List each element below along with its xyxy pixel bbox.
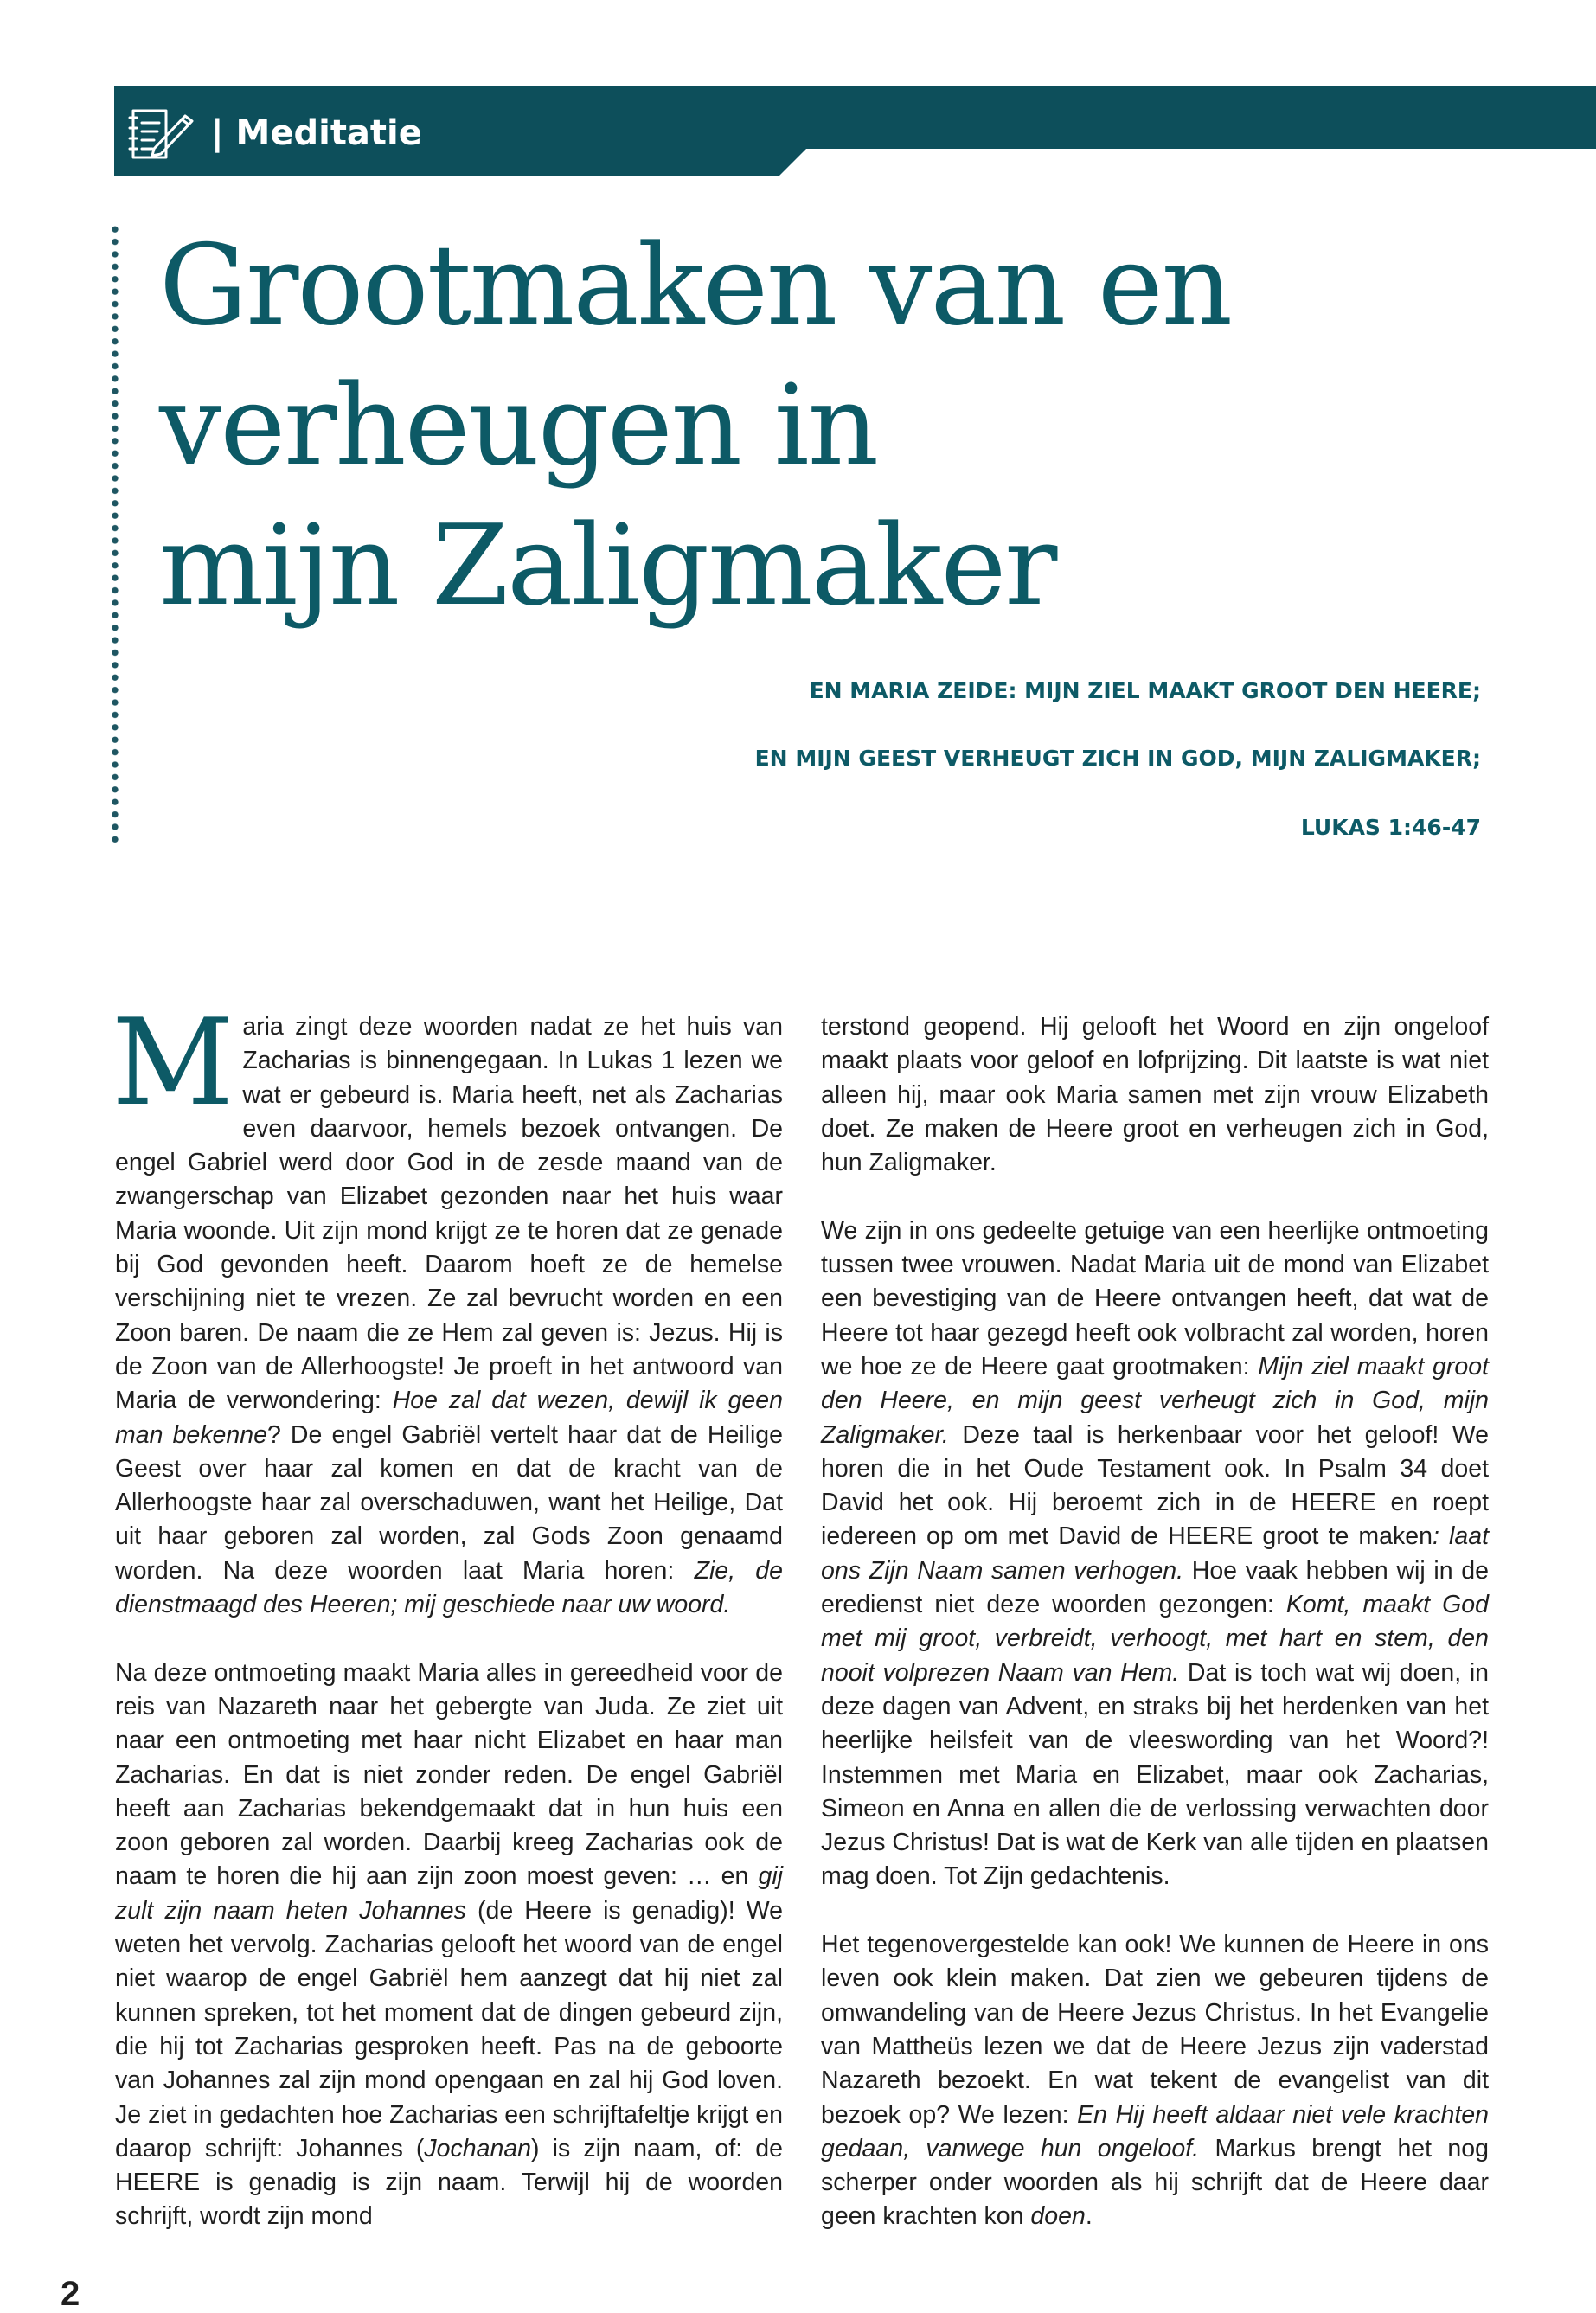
- quote-italic: gij zult zijn naam heten Johannes: [115, 1862, 783, 1925]
- paragraph: Na deze ontmoeting maakt Maria alles in gereedheid voor de reis van Nazareth naar het gebergte van Juda. Ze ziet uit naar een ontmoeting met haar nicht Elizabet en haar man Zacharias. En dat is niet zonder reden. De engel Gabriël heeft aan Zacharias bekendgemaakt dat in hun huis een zoon geboren zal worden. Daarbij kreeg Zacharias ook de naam te horen die hij aan zijn zoon moest geven: … en gij zult zijn naam heten Johannes (de Heere is genadig)! We weten het vervolg. Zacharias gelooft het woord van de engel niet waarop de engel Gabriël hem aanzegt dat hij niet zal kunnen spreken, tot het moment dat de dingen gebeurd zijn, die hij tot Zacharias gesproken heeft. Pas na de geboorte van Johannes zal zijn mond opengaan en zal hij God loven. Je ziet in gedachten hoe Zacharias een schrijftafeltje krijgt en daarop schrijft: Johannes (Jochanan) is zijn naam, of: de HEERE is genadig is zijn naam. Terwijl hij de woorden schrijft, wordt zijn mond: [115, 1658, 783, 2231]
- page-number: 2: [61, 2275, 80, 2313]
- quote-italic: doen: [1030, 2202, 1086, 2231]
- quote-italic: : laat ons Zijn Naam samen verhogen.: [821, 1522, 1489, 1585]
- article-column-right: [821, 1010, 1489, 2268]
- paragraph: We zijn in ons gedeelte getuige van een heerlijke ontmoeting tussen twee vrouwen. Nadat Maria uit de mond van Elizabet een bevestiging van de Heere ontvangen heeft, dat wat de Heere tot haar gezegd heeft ook volbracht zal worden, horen we hoe ze de Heere gaat grootmaken: Mijn ziel maakt groot den Heere, en mijn geest verheugt zich in God, mijn Zaligmaker. Deze taal is herkenbaar voor het geloof! We horen die in het Oude Testament ook. In Psalm 34 doet David het ook. Hij beroemt zich in de HEERE en roept iedereen op om met David de HEERE groot te maken: laat ons Zijn Naam samen verhogen. Hoe vaak hebben wij in de eredienst niet deze woorden gezongen: Komt, maakt God met mij groot, verbreidt, verhoogt, met hart en stem, den nooit volprezen Naam van Hem. Dat is toch wat wij doen, in deze dagen van Advent, en straks bij het herdenken van het heerlijke heilsfeit van de vleeswording van het Woord?! Instemmen met Maria en Elizabet, maar ook Zacharias, Simeon en Anna en allen die de verlossing verwachten door Jezus Christus! Dat is wat de Kerk van alle tijden en plaatsen mag doen. Tot Zijn gedachtenis.: [821, 1216, 1490, 1891]
- paragraph: Het tegenovergestelde kan ook! We kunnen de Heere in ons leven ook klein maken. Dat zien we gebeuren tijdens de omwandeling van de Heere Jezus Christus. In het Evangelie van Mattheüs lezen we dat de Heere Jezus zijn vaderstad Nazareth bezoekt. En wat tekent de evangelist van dit bezoek op? We lezen: En Hij heeft aldaar niet vele krachten gedaan, vanwege hun ongeloof. Markus brengt het nog scherper onder woorden als hij schrijft dat de Heere daar geen krachten kon doen.: [821, 1931, 1489, 2231]
- scripture-quote-line: EN MARIA ZEIDE: MIJN ZIEL MAAKT GROOT DEN HEERE;: [809, 678, 1481, 703]
- quote-italic: Komt, maakt God met mij groot, verbreidt, verhoogt, met hart en stem, den nooit volprezen Naam van Hem.: [821, 1591, 1489, 1687]
- quote-italic: Mijn ziel maakt groot den Heere, en mijn geest verheugt zich in God, mijn Zaligmaker.: [821, 1352, 1490, 1449]
- drop-cap: M: [112, 993, 234, 1132]
- scripture-quote-line: EN MIJN GEEST VERHEUGT ZICH IN GOD, MIJN ZALIGMAKER;: [754, 746, 1481, 771]
- section-label: | Meditatie: [211, 113, 422, 153]
- notebook-pen-icon: [128, 102, 197, 164]
- dotted-divider: [111, 223, 119, 846]
- quote-italic: Jochanan: [424, 2134, 532, 2162]
- quote-italic: Hoe zal dat wezen, dewijl ik geen man bekenne: [115, 1387, 783, 1449]
- quote-italic: Zie, de dienstmaagd des Heeren; mij geschiede naar uw woord.: [115, 1556, 783, 1619]
- paragraph: terstond geopend. Hij gelooft het Woord en zijn ongeloof maakt plaats voor geloof en lofprijzing. Dit laatste is wat niet alleen hij, maar ook Maria samen met zijn vrouw Elizabeth doet. Ze maken de Heere groot en verheugen zich in God, hun Zaligmaker.: [821, 1013, 1489, 1177]
- title-line: mijn Zaligmaker: [159, 502, 1056, 631]
- title-line: verheugen in: [159, 362, 878, 490]
- paragraph: Maria zingt deze woorden nadat ze het huis van Zacharias is binnengegaan. In Lukas 1 lezen we wat er gebeurd is. Maria heeft, net als Zacharias even daarvoor, hemels bezoek ontvangen. De engel Gabriel werd door God in de zesde maand van de zwangerschap van Elizabet gezonden naar het huis waar Maria woonde. Uit zijn mond krijgt ze te horen dat ze genade bij God gevonden heeft. Daarom hoeft ze de hemelse verschijning niet te vrezen. Ze zal bevrucht worden en een Zoon baren. De naam die ze Hem zal geven is: Jezus. Hij is de Zoon van de Allerhoogste! Je proeft in het antwoord van Maria de verwondering: Hoe zal dat wezen, dewijl ik geen man bekenne? De engel Gabriël vertelt haar dat de Heilige Geest over haar zal komen en dat de kracht van de Allerhoogste haar zal overschaduwen, want het Heilige, Dat uit haar geboren zal worden, zal Gods Zoon genaamd worden. Na deze woorden laat Maria horen: Zie, de dienstmaagd des Heeren; mij geschiede naar uw woord.: [112, 993, 783, 1619]
- scripture-reference: LUKAS 1:46-47: [1300, 815, 1481, 840]
- quote-italic: En Hij heeft aldaar niet vele krachten gedaan, vanwege hun ongeloof.: [821, 2100, 1489, 2162]
- title-line: Grootmaken van en: [159, 221, 1232, 350]
- article-column-left: [112, 993, 783, 2268]
- article-title: [159, 216, 1231, 637]
